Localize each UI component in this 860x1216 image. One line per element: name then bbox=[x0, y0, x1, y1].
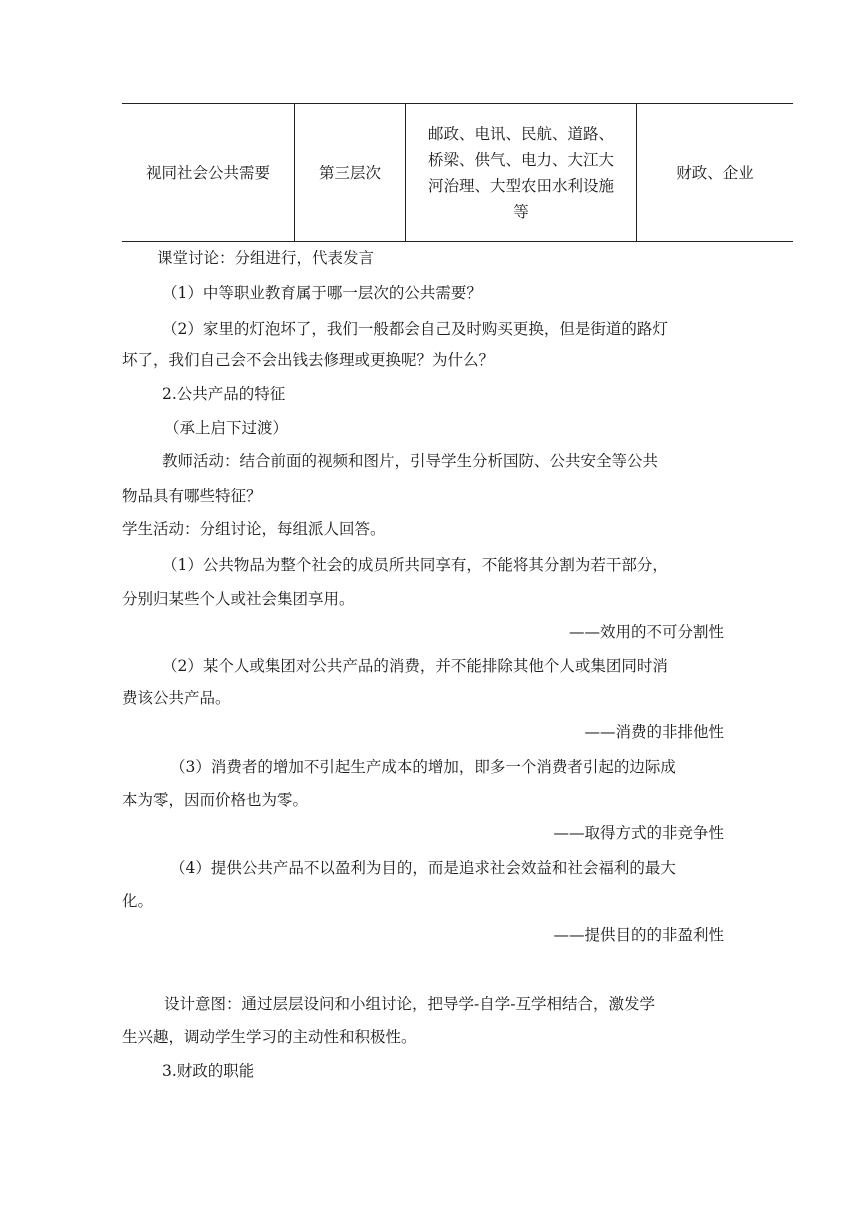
table-cell-content-line: 河治理、大型农田水利设施 bbox=[427, 176, 614, 195]
question-2-line-1: （2）家里的灯泡坏了，我们一般都会自己及时购买更换，但是街道的路灯 bbox=[162, 320, 668, 338]
question-2-line-2: 坏了，我们自己会不会出钱去修理或更换呢？为什么？ bbox=[122, 351, 495, 369]
table-cell-category: 视同社会公共需要 bbox=[122, 104, 295, 241]
public-needs-table bbox=[122, 103, 793, 242]
teacher-activity-line-1: 教师活动：结合前面的视频和图片，引导学生分析国防、公共安全等公共 bbox=[162, 452, 659, 470]
point-3-line-1: （3）消费者的增加不引起生产成本的增加，即多一个消费者引起的边际成 bbox=[170, 758, 676, 776]
point-2-line-1: （2）某个人或集团对公共产品的消费，并不能排除其他个人或集团同时消 bbox=[162, 657, 668, 675]
point-3-tag: ——取得方式的非竞争性 bbox=[553, 824, 724, 842]
question-1: （1）中等职业教育属于哪一层次的公共需要？ bbox=[162, 284, 482, 302]
discussion-title: 课堂讨论：分组进行，代表发言 bbox=[157, 249, 375, 267]
table-cell-content-line: 等 bbox=[513, 202, 529, 221]
student-activity: 学生活动：分组讨论，每组派人回答。 bbox=[122, 520, 386, 538]
teacher-activity-line-2: 物品具有哪些特征？ bbox=[122, 487, 262, 505]
table-cell-content-line: 邮政、电讯、民航、道路、 bbox=[427, 124, 614, 143]
section-2-heading: 2.公共产品的特征 bbox=[162, 385, 286, 403]
point-1-line-2: 分别归某些个人或社会集团享用。 bbox=[122, 590, 355, 608]
point-4-tag: ——提供目的的非盈利性 bbox=[553, 926, 724, 944]
section-3-heading: 3.财政的职能 bbox=[162, 1062, 255, 1080]
point-4-line-1: （4）提供公共产品不以盈利为目的，而是追求社会效益和社会福利的最大 bbox=[170, 859, 676, 877]
design-intent-line-2: 生兴趣，调动学生学习的主动性和积极性。 bbox=[122, 1028, 417, 1046]
point-4-line-2: 化。 bbox=[122, 892, 154, 910]
table-cell-funding: 财政、企业 bbox=[676, 163, 754, 182]
point-3-line-2: 本为零，因而价格也为零。 bbox=[122, 791, 309, 809]
point-1-tag: ——效用的不可分割性 bbox=[568, 623, 724, 641]
point-2-tag: ——消费的非排他性 bbox=[584, 723, 724, 741]
table-cell-content-line: 桥梁、供气、电力、大江大 bbox=[427, 150, 614, 169]
table-cell-content bbox=[406, 104, 637, 241]
design-intent-line-1: 设计意图：通过层层设问和小组讨论，把导学-自学-互学相结合，激发学 bbox=[164, 995, 655, 1013]
point-2-line-2: 费该公共产品。 bbox=[122, 689, 231, 707]
point-1-line-1: （1）公共物品为整个社会的成员所共同享有，不能将其分割为若干部分， bbox=[162, 556, 668, 574]
transition-note: （承上启下过渡） bbox=[164, 419, 289, 437]
table-cell-level: 第三层次 bbox=[295, 104, 406, 241]
